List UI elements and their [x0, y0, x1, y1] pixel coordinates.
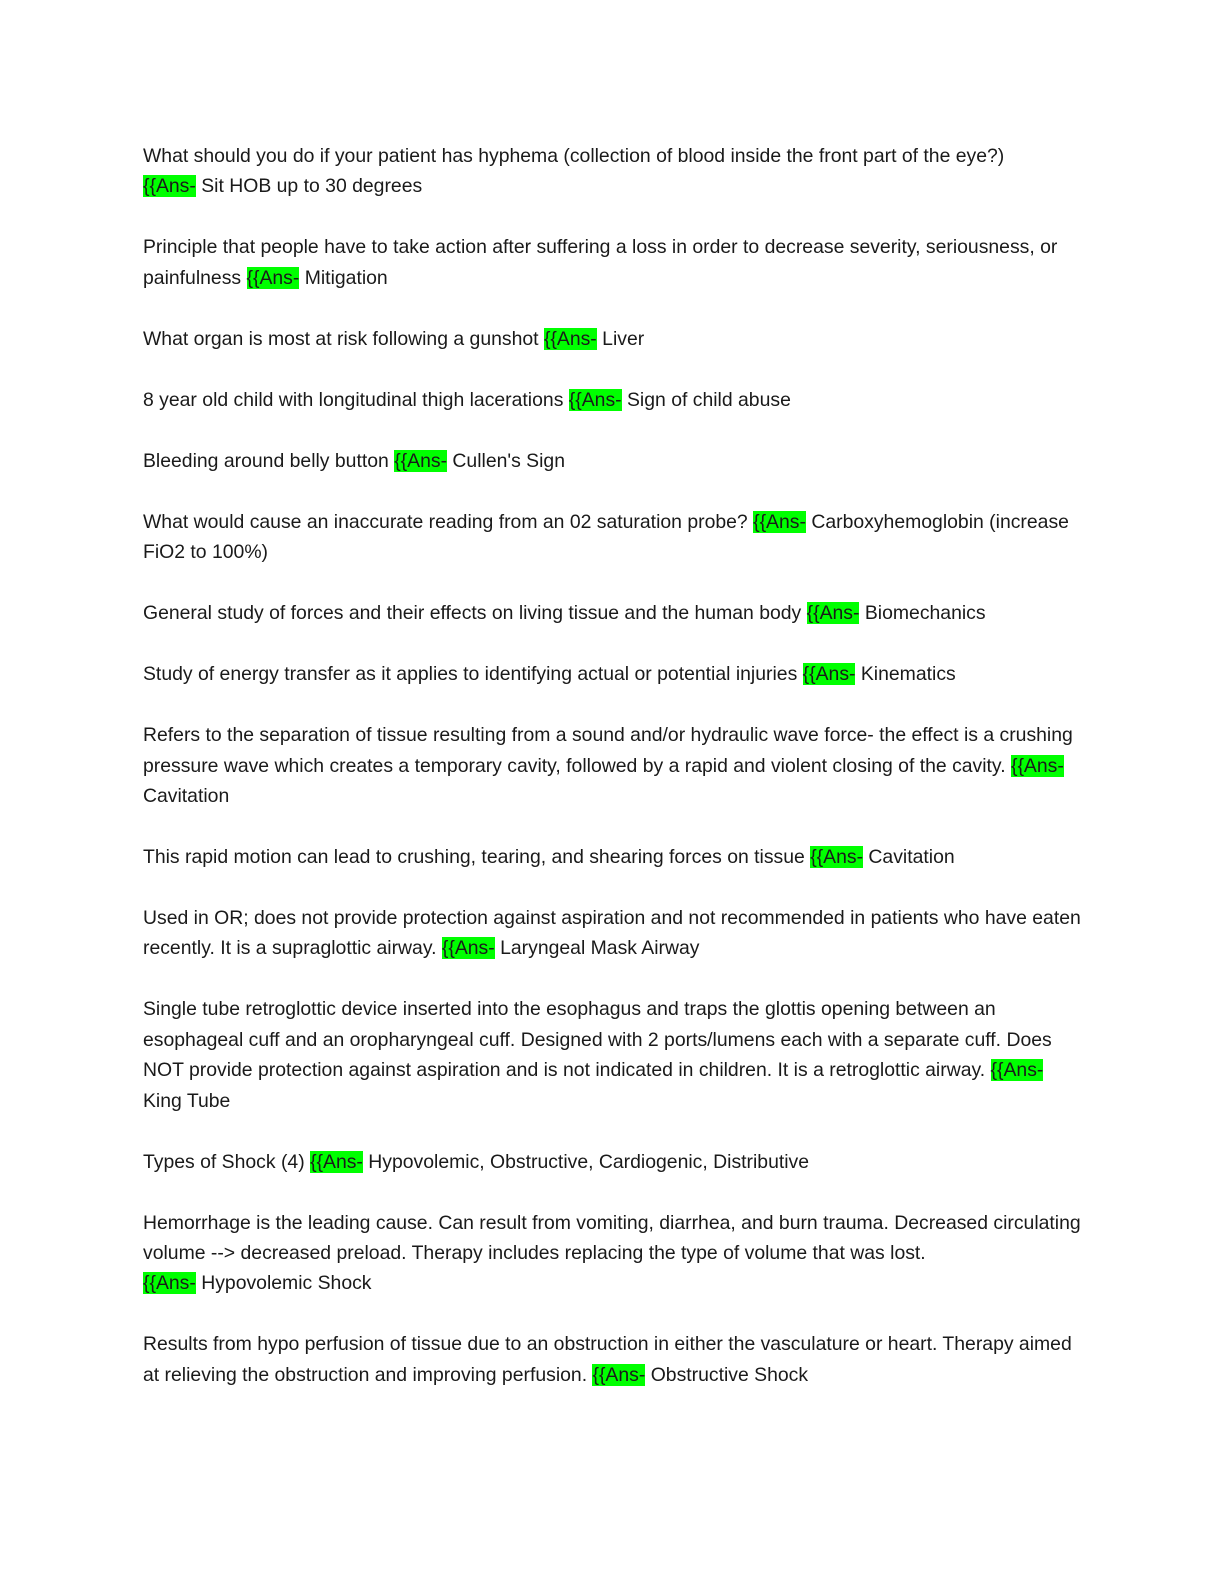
qa-item: [143, 141, 1083, 202]
question-text: Hemorrhage is the leading cause. Can result from vomiting, diarrhea, and burn trauma. Decreased circulating volume --> decreased preload. Therapy includes replacing the type of volume that was lost.: [143, 1211, 1081, 1265]
answer-marker: {{Ans-: [310, 1150, 363, 1173]
answer-text: Sit HOB up to 30 degrees: [201, 175, 423, 198]
answer-marker: {{Ans-: [543, 327, 597, 350]
question-text: Study of energy transfer as it applies to identifying actual or potential injuries: [143, 663, 798, 686]
answer-marker: {{Ans-: [441, 937, 495, 960]
qa-item: [143, 994, 1083, 1116]
question-text: What would cause an inaccurate reading from an 02 saturation probe?: [143, 510, 748, 533]
answer-marker: {{Ans-: [810, 846, 864, 869]
qa-item: [143, 598, 1083, 628]
answer-text: Biomechanics: [864, 602, 986, 625]
answer-marker: {{Ans-: [806, 602, 860, 625]
qa-item: [143, 720, 1083, 811]
answer-marker: {{Ans-: [246, 266, 300, 289]
qa-item: [143, 842, 1083, 872]
qa-item: [143, 385, 1083, 415]
answer-marker: {{Ans-: [753, 510, 806, 533]
answer-text: Cavitation: [868, 846, 955, 869]
question-text: Bleeding around belly button: [143, 449, 389, 472]
answer-marker: {{Ans-: [802, 663, 856, 686]
qa-item: [143, 324, 1083, 354]
question-text: 8 year old child with longitudinal thigh lacerations: [143, 388, 564, 411]
question-text: Results from hypo perfusion of tissue due to an obstruction in either the vasculature or heart. Therapy aimed at relieving the obstruction and improving perfusion.: [143, 1333, 1072, 1386]
flashcard-list: [143, 141, 1083, 1421]
answer-marker: {{Ans-: [143, 1272, 196, 1295]
qa-item: [143, 507, 1083, 568]
answer-marker: {{Ans-: [394, 449, 448, 472]
answer-text: Laryngeal Mask Airway: [500, 937, 700, 960]
question-text: This rapid motion can lead to crushing, tearing, and shearing forces on tissue: [143, 846, 805, 869]
answer-marker: {{Ans-: [568, 388, 622, 411]
answer-marker: {{Ans-: [592, 1363, 646, 1386]
answer-text: Obstructive Shock: [650, 1363, 809, 1386]
qa-item: [143, 446, 1083, 476]
question-text: Single tube retroglottic device inserted into the esophagus and traps the glottis opening between an esophageal cuff and an oropharyngeal cuff. Designed with 2 ports/lumens each with a separate cuff. Does NOT provide protection against aspiration and is not indicated in children. It is a retroglottic airway.: [143, 998, 1052, 1082]
answer-text: Kinematics: [860, 663, 956, 686]
answer-text: Sign of child abuse: [627, 388, 791, 411]
question-text: General study of forces and their effects on living tissue and the human body: [143, 602, 802, 625]
answer-text: Hypovolemic Shock: [201, 1272, 372, 1295]
answer-text: Cullen's Sign: [452, 449, 565, 472]
question-text: Used in OR; does not provide protection against aspiration and not recommended in patients who have eaten recently. It is a supraglottic airway.: [143, 907, 1081, 960]
question-text: Types of Shock (4): [143, 1150, 305, 1173]
answer-text: Carboxyhemoglobin (increase FiO2 to 100%): [143, 510, 1069, 564]
answer-marker: {{Ans-: [1010, 754, 1064, 777]
answer-text: Cavitation: [143, 785, 230, 808]
question-text: What organ is most at risk following a gunshot: [143, 327, 539, 350]
answer-marker: {{Ans-: [990, 1059, 1044, 1082]
question-text: Principle that people have to take action after suffering a loss in order to decrease severity, seriousness, or painfulness: [143, 236, 1058, 289]
question-text: Refers to the separation of tissue resulting from a sound and/or hydraulic wave force- the effect is a crushing pressure wave which creates a temporary cavity, followed by a rapid and violent closing of the cavity.: [143, 724, 1073, 777]
answer-text: Liver: [602, 327, 645, 350]
qa-item: [143, 1208, 1083, 1299]
qa-item: [143, 903, 1083, 964]
answer-marker: {{Ans-: [143, 175, 196, 198]
qa-item: [143, 1147, 1083, 1177]
answer-text: King Tube: [143, 1089, 231, 1112]
answer-text: Hypovolemic, Obstructive, Cardiogenic, Distributive: [368, 1150, 810, 1173]
qa-item: [143, 232, 1083, 293]
qa-item: [143, 659, 1083, 689]
question-text: What should you do if your patient has hyphema (collection of blood inside the front part of the eye?): [143, 145, 1005, 167]
qa-item: [143, 1329, 1083, 1390]
answer-text: Mitigation: [304, 266, 388, 289]
